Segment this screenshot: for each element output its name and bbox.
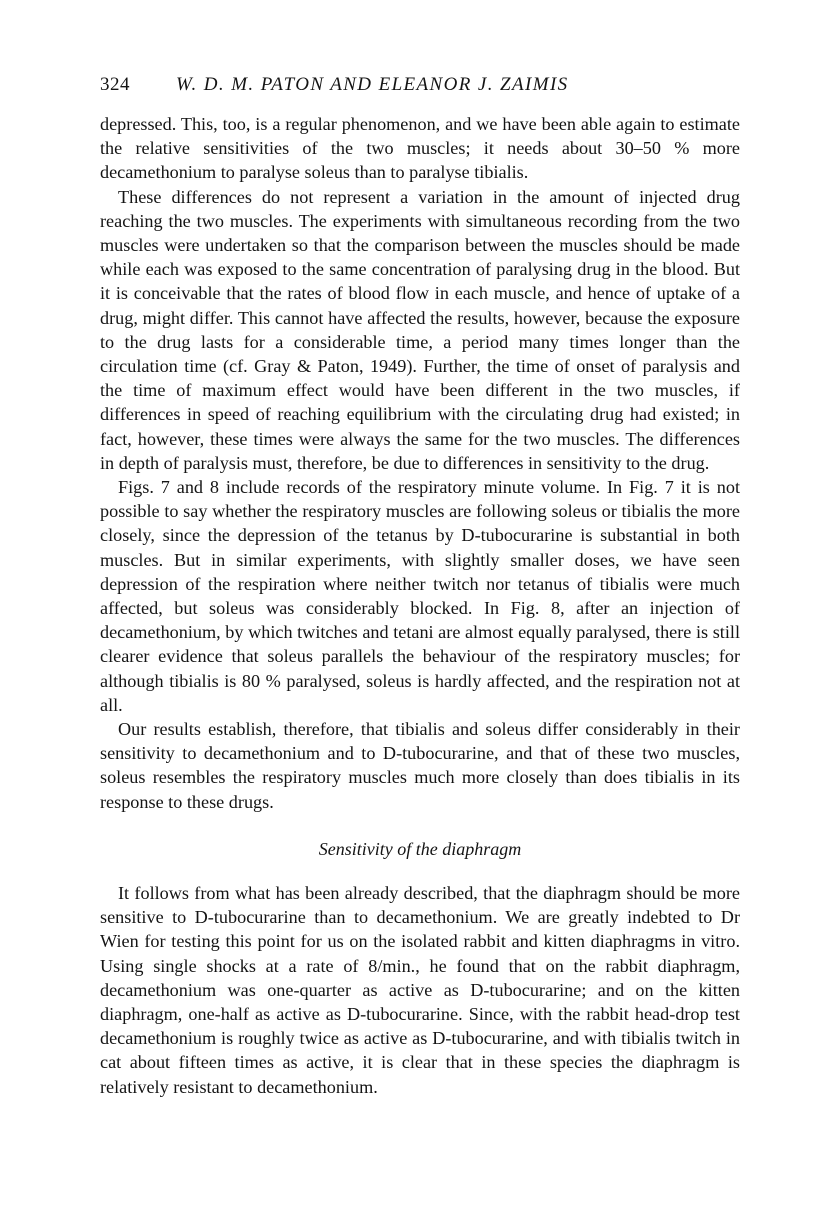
- journal-page: [100, 74, 740, 1099]
- paragraph-continued: depressed. This, too, is a regular phenomenon, and we have been able again to estimate the relative sensitivities of the two muscles; it needs about 30–50 % more decamethonium to paralyse soleus than to paralyse tibialis.: [100, 114, 740, 183]
- page-number: 324: [100, 74, 130, 95]
- section-heading: Sensitivity of the diaphragm: [318, 838, 522, 859]
- paragraph-results: Our results establish, therefore, that tibialis and soleus differ considerably in their sensitivity to decamethonium and to D-tubocurarine, and that of these two muscles, soleus resembles the respiratory muscles much more closely than does tibialis in its response to these drugs.: [100, 719, 740, 812]
- paragraph-respiratory-volume: Figs. 7 and 8 include records of the respiratory minute volume. In Fig. 7 it is not possible to say whether the respiratory muscles are following soleus or tibialis the more closely, since the depression of the tetanus by D-tubocurarine is substantial in both muscles. But in similar experiments, with slightly smaller doses, we have seen depression of the respiration where neither twitch nor tetanus of tibialis were much affected, but soleus was considerably blocked. In Fig. 8, after an injection of decamethonium, by which twitches and tetani are almost equally paralysed, there is still clearer evidence that soleus parallels the behaviour of the respiratory muscles; for although tibialis is 80 % paralysed, soleus is hardly affected, and the respiration not at all.: [100, 477, 740, 715]
- paragraph-blood-flow: These differences do not represent a variation in the amount of injected drug reaching the two muscles. The experiments with simultaneous recording from the two muscles were undertaken so that the comparison between the muscles should be made while each was exposed to the same concentration of paralysing drug in the blood. But it is conceivable that the rates of blood flow in each muscle, and hence of uptake of a drug, might differ. This cannot have affected the results, however, because the exposure to the drug lasts for a considerable time, a period many times longer than the circulation time (cf. Gray & Paton, 1949). Further, the time of onset of paralysis and the time of maximum effect would have been different in the two muscles, if differences in speed of reaching equilibrium with the circulating drug had existed; in fact, however, these times were always the same for the two muscles. The differences in depth of paralysis must, therefore, be due to differences in sensitivity to the drug.: [100, 186, 740, 473]
- paragraph-diaphragm: It follows from what has been already described, that the diaphragm should be more sensitive to D-tubocurarine than to decamethonium. We are greatly indebted to Dr Wien for testing this point for us on the isolated rabbit and kitten diaphragms in vitro. Using single shocks at a rate of 8/min., he found that on the rabbit diaphragm, decamethonium was one-quarter as active as D-tubocurarine; and on the kitten diaphragm, one-half as active as D-tubocurarine. Since, with the rabbit head-drop test decamethonium is roughly twice as active as D-tubocurarine, and with tibialis twitch in cat about fifteen times as active, it is clear that in these species the diaphragm is relatively resistant to decamethonium.: [100, 882, 740, 1097]
- running-head: W. D. M. PATON AND ELEANOR J. ZAIMIS: [176, 74, 569, 95]
- page-header: [100, 74, 740, 102]
